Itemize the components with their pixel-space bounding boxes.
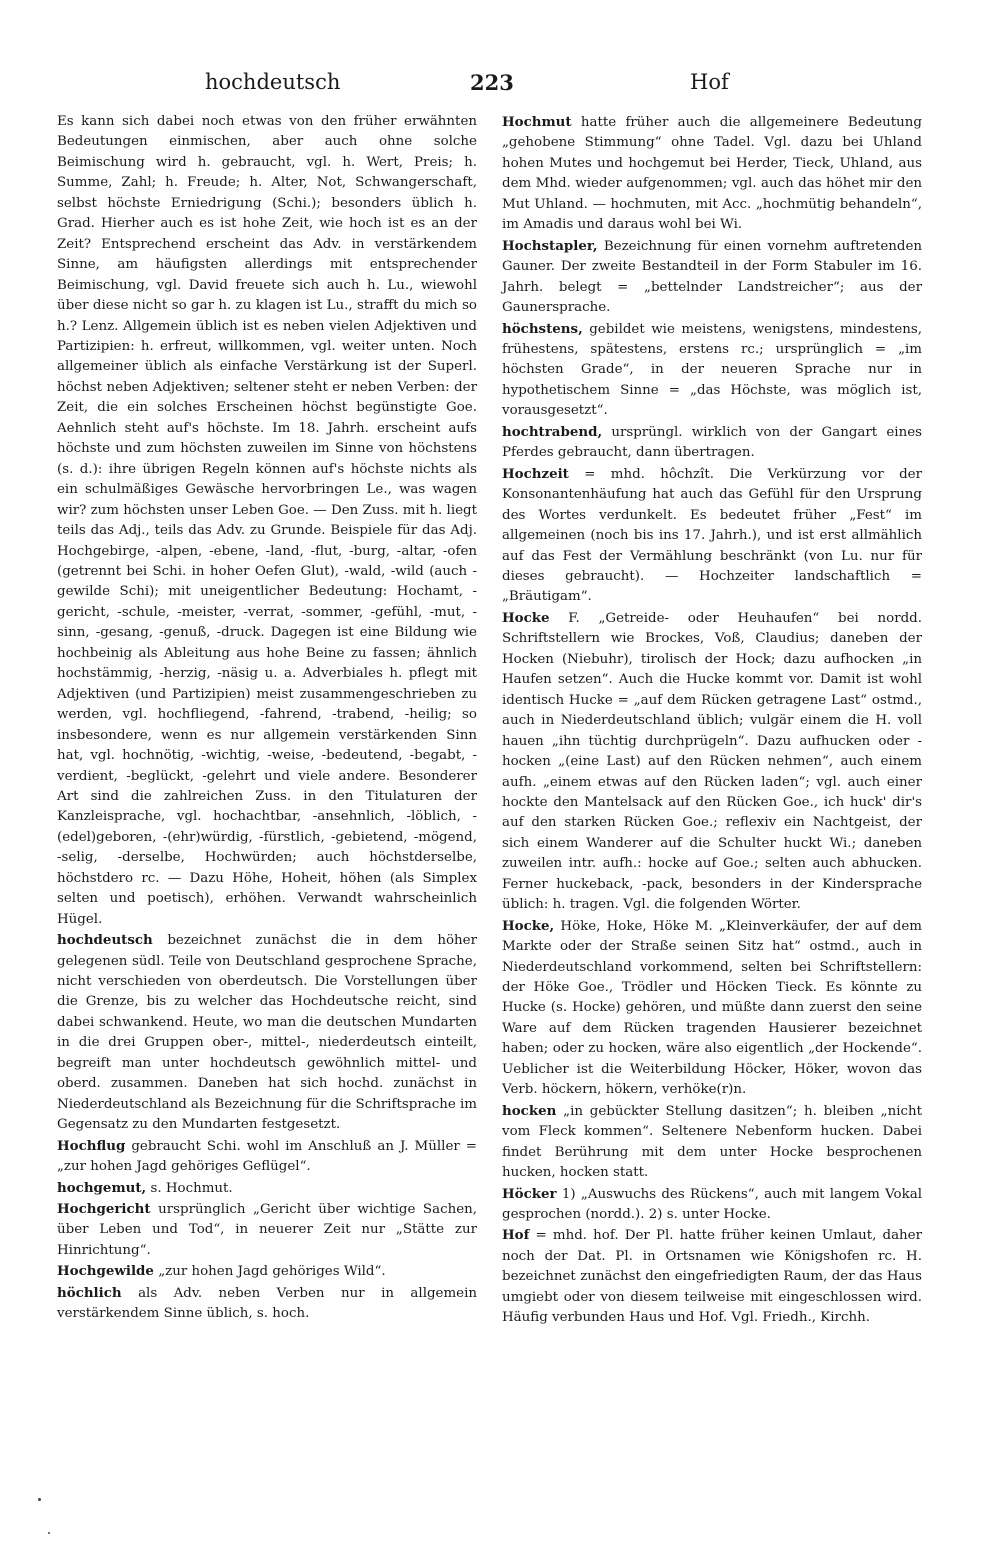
entry-text: ursprüngl. wirklich von der Gangart eines Pferdes gebraucht, dann übertragen. (502, 424, 922, 461)
dictionary-entry (502, 1225, 922, 1328)
dictionary-entry (57, 1283, 477, 1325)
entry-headword: Hochflug (57, 1137, 126, 1154)
entry-headword: Hochstapler, (502, 237, 598, 254)
left-column (57, 112, 477, 1325)
entry-text: gebildet wie meistens, wenigstens, mindestens, frühestens, spätestens, erstens rc.; ursprünglich = „im höchsten Grade“, in der neueren Sprache nur in hypothetischem Sinne = „das Höchste, was möglich ist, vorausgesetzt“. (502, 321, 922, 419)
print-speck (38, 1498, 41, 1501)
entry-text: Bezeichnung für einen vornehm auftretenden Gauner. Der zweite Bestandteil in der Form Stabuler im 16. Jahrh. belegt = „bettelnder Landstreicher“; aus der Gaunersprache. (502, 238, 922, 316)
running-head-left: hochdeutsch (205, 70, 341, 94)
entry-headword: hocken (502, 1102, 557, 1119)
right-column (502, 112, 922, 1329)
entry-headword: Höcker (502, 1185, 557, 1202)
entry-text: s. Hochmut. (146, 1180, 233, 1196)
dictionary-entry (502, 916, 922, 1101)
entry-headword: hochtrabend, (502, 423, 603, 440)
entry-headword: Hochmut (502, 114, 572, 130)
entry-text: bezeichnet zunächst die in dem höher gelegenen südl. Teile von Deutschland gesprochene Sprache, nicht verschieden von oberdeutsch. Die Vorstellungen über die Grenze, bis zu welcher das Hochdeutsche reicht, sind dabei schwankend. Heute, wo man die deutschen Mundarten in die drei Gruppen ober-, mittel-, niederdeutsch einteilt, begreift man unter hochdeutsch gewöhnlich mittel- und oberd. zusammen. Daneben hat sich hochd. zunächst in Niederdeutschland als Bezeichnung für die Schriftsprache im Gegensatz zu den Mundarten festgesetzt. (57, 933, 477, 1133)
running-head-right: Hof (690, 70, 729, 94)
entry-headword: hochgemut, (57, 1179, 147, 1196)
entry-text: als Adv. neben Verben nur in allgemein verstärkendem Sinne üblich, s. hoch. (57, 1285, 477, 1322)
dictionary-entry (502, 464, 922, 608)
entry-text: F. „Getreide- oder Heuhaufen“ bei nordd. Schriftstellern wie Brockes, Voß, Claudius; daneben der Hocken (Niebuhr), tirolisch der Hock; dazu aufhocken „in Haufen setzen“. Auch die Hucke kommt vor. Damit ist wohl identisch Hucke = „auf dem Rücken getragene Last“ ostmd., auch in Niederdeutschland üblich; vulgär einem die H. voll hauen „ihn tüchtig durchprügeln“. Dazu aufhucken oder -hocken „(eine Last) auf den Rücken nehmen“, auch einem aufh. „einem etwas auf den Rücken laden“; vgl. auch einer hockte den Mantelsack auf den Rücken Goe., ich huck' dir's auf den starken Rücken Goe.; reflexiv ein Nachtgeist, der sich einem Wanderer auf die Schulter huckt Wi.; daneben zuweilen intr. aufh.: hocke auf Goe.; selten auch abhucken. Ferner huckeback, -pack, besonders in der Kindersprache üblich: h. tragen. Vgl. die folgenden Wörter. (502, 610, 922, 913)
dictionary-entry (502, 236, 922, 319)
dictionary-entry (502, 319, 922, 422)
entry-headword: Hochzeit (502, 465, 569, 482)
entry-text: = mhd. hôchzît. Die Verkürzung vor der Konsonantenhäufung hat auch das Gefühl für den Ursprung des Wortes verdunkelt. Es bedeutet früher „Fest“ im allgemeinen (noch bis ins 17. Jahrh.), und ist erst allmählich auf das Fest der Vermählung beschränkt (von Lu. nur für dieses gebraucht). — Hochzeiter landschaftlich = „Bräutigam“. (502, 466, 922, 605)
entry-text: „in gebückter Stellung dasitzen“; h. bleiben „nicht vom Fleck kommen“. Seltenere Nebenform hucken. Dabei findet Berührung mit dem unter Hocke besprochenen hucken, hocken statt. (502, 1103, 922, 1181)
entry-headword: Hocke (502, 609, 550, 626)
dictionary-entry (57, 1261, 477, 1282)
entry-text: Höke, Hoke, Höke M. „Kleinverkäufer, der auf dem Markte oder der Straße seinen Sitz hat“ ostmd., auch in Niederdeutschland vorkommend, selten bei Schriftstellern: der Höke Goe., Trödler und Höcken Tieck. Es könnte zu Hucke (s. Hocke) gehören, und müßte dann zuerst den seine Ware auf dem Rücken tragenden Hausierer bezeichnet haben; oder zu hocken, wäre also eigentlich „der Hockende“. Ueblicher ist die Weiterbildung Höcker, Höker, wovon das Verb. höckern, hökern, verhöke(r)n. (502, 918, 922, 1098)
dictionary-entry (502, 422, 922, 464)
entry-text: 1) „Auswuchs des Rückens“, auch mit langem Vokal gesprochen (nordd.). 2) s. unter Hocke. (502, 1186, 922, 1223)
dictionary-entry (57, 930, 477, 1136)
entry-text: = mhd. hof. Der Pl. hatte früher keinen Umlaut, daher noch der Dat. Pl. in Ortsnamen wie Königshofen rc. H. bezeichnet zunächst den eingefriedigten Raum, der das Haus umgiebt oder von diesem teilweise mit eingeschlossen wird. Häufig verbunden Haus und Hof. Vgl. Friedh., Kirchh. (502, 1228, 922, 1326)
page-header (55, 70, 935, 104)
dictionary-entry (502, 1101, 922, 1184)
entry-text: „zur hohen Jagd gehöriges Wild“. (153, 1264, 386, 1280)
entry-text: hatte früher auch die allgemeinere Bedeutung „gehobene Stimmung“ ohne Tadel. Vgl. dazu bei Uhland hohen Mutes und hochgemut bei Herder, Tieck, Uhland, aus dem Mhd. wieder aufgenommen; vgl. auch das höhet mir den Mut Uhland. — hochmuten, mit Acc. „hochmütig behandeln“, im Amadis und daraus wohl bei Wi. (502, 115, 922, 233)
dictionary-entry (57, 1178, 477, 1199)
entry-text: gebraucht Schi. wohl im Anschluß an J. Müller = „zur hohen Jagd gehöriges Geflügel“. (57, 1138, 477, 1175)
entry-headword: höchstens, (502, 320, 583, 337)
page-number: 223 (470, 70, 514, 95)
entry-headword: Hochgericht (57, 1201, 151, 1218)
dictionary-entry (57, 112, 477, 930)
dictionary-entry (57, 1199, 477, 1261)
entry-text: ursprünglich „Gericht über wichtige Sachen, über Leben und Tod“, in neuerer Zeit nur „Stätte zur Hinrichtung“. (57, 1202, 477, 1258)
dictionary-entry (502, 608, 922, 916)
entry-text: Es kann sich dabei noch etwas von den früher erwähnten Bedeutungen einmischen, aber auch ohne solche Beimischung wird h. gebraucht, vgl. h. Wert, Preis; h. Summe, Zahl; h. Freude; h. Alter, Not, Schwangerschaft, selbst höchste Erniedrigung (Schi.); besonders üblich h. Grad. Hierher auch es ist hohe Zeit, wie hoch ist es an der Zeit? Entsprechend erscheint das Adv. in verstärkendem Sinne, am häufigsten allerdings mit entsprechender Beimischung, vgl. David freuete sich auch h. Lu., wiewohl über diese nicht so gar h. zu klagen ist Lu., strafft du mich so h.? Lenz. Allgemein üblich ist es neben vielen Adjektiven und Partizipien: h. erfreut, willkommen, vgl. weiter unten. Noch allgemeiner üblich als einfache Verstärkung ist der Superl. höchst neben Adjektiven; seltener steht er neben Verben: der Zeit, die ein solches Erscheinen höchst begünstigte Goe. Aehnlich steht auf's höchste. Im 18. Jahrh. erscheint aufs höchste und zum höchsten zuweilen im Sinne von höchstens (s. d.): ihre übrigen Regeln können auf's höchste nichts als ein schulmäßiges Gewäsche hervorbringen Le., was wagen wir? zum höchsten unser Leben Goe. — Den Zuss. mit h. liegt teils das Adj., teils das Adv. zu Grunde. Beispiele für das Adj. Hochgebirge, -alpen, -ebene, -land, -flut, -burg, -altar, -ofen (getrennt bei Schi. in hoher Oefen Glut), -wald, -wild (auch -gewilde Schi); mit uneigentlicher Bedeutung: Hochamt, -gericht, -schule, -meister, -verrat, -sommer, -gefühl, -mut, -sinn, -gesang, -genuß, -druck. Dagegen ist eine Bildung wie hochbeinig als Ableitung aus hohe Beine zu fassen; ähnlich hochstämmig, -herzig, -näsig u. a. Adverbiales h. pflegt mit Adjektiven (und Partizipien) meist zusammengeschrieben zu werden, vgl. hochfliegend, -fahrend, -trabend, -heilig; so insbesondere, wenn es nur allgemein verstärkenden Sinn hat, vgl. hochnötig, -wichtig, -weise, -bedeutend, -begabt, -verdient, -beglückt, -gelehrt und viele andere. Besonderer Art sind die zahlreichen Zuss. in den Titulaturen der Kanzleisprache, vgl. hochachtbar, -ansehnlich, -löblich, -(edel)geboren, -(ehr)würdig, -fürstlich, -gebietend, -mögend, -selig, -derselbe, Hochwürden; auch höchstderselbe, höchstdero rc. — Dazu Höhe, Hoheit, höhen (als Simplex selten und poetisch), erhöhen. Verwandt wahrscheinlich Hügel. (57, 114, 477, 927)
entry-headword: Hochgewilde (57, 1263, 154, 1280)
entry-headword: Hof (502, 1227, 530, 1244)
entry-headword: hochdeutsch (57, 932, 153, 949)
dictionary-entry (57, 1136, 477, 1178)
dictionary-entry (502, 112, 922, 236)
entry-headword: Hocke, (502, 917, 555, 934)
entry-headword: höchlich (57, 1284, 122, 1301)
print-speck (48, 1532, 50, 1534)
dictionary-entry (502, 1184, 922, 1226)
